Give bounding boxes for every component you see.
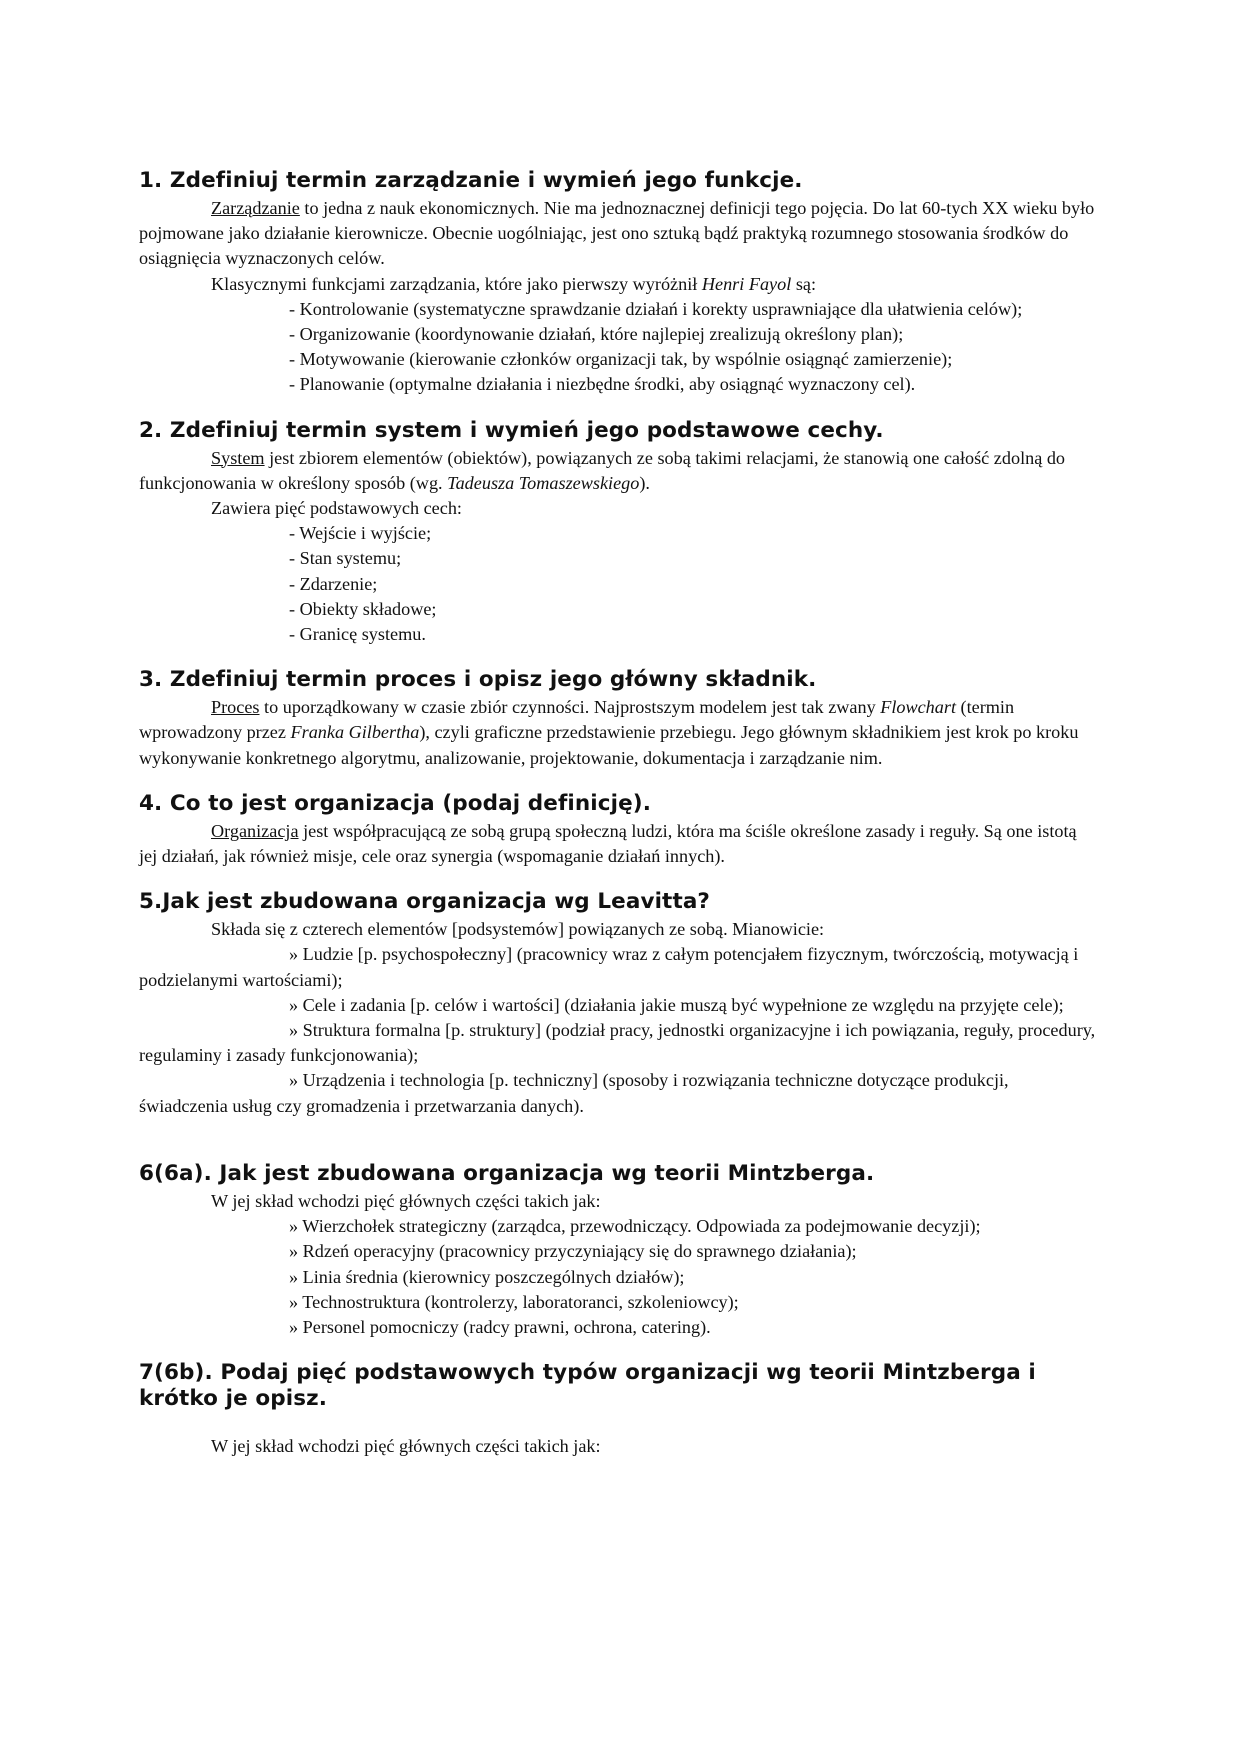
paragraph: Zarządzanie to jedna z nauk ekonomicznych. Nie ma jednoznacznej definicji tego pojęcia. Do lat 60-tych XX wieku było pojmowane jako działanie kierownicze. Obecnie uogólniając, jest ono sztuką bądź praktyką rozumnego stosowania środków do osiągnięcia wyznaczonych celów. [139,198,1095,269]
list-item: - Kontrolowanie (systematyczne sprawdzanie działań i korekty usprawniające dla ułatwienia celów); [289,298,1023,319]
document-content [139,168,1099,1459]
section-heading: 4. Co to jest organizacja (podaj definicję). [139,790,651,816]
paragraph: Składa się z czterech elementów [podsystemów] powiązanych ze sobą. Mianowicie: [211,919,825,940]
section-7 [139,1360,1099,1459]
paragraph: System jest zbiorem elementów (obiektów), powiązanych ze sobą takimi relacjami, że stanowią one całość zdolną do funkcjonowania w określony sposób (wg. Tadeusza Tomaszewskiego). [139,447,1066,493]
paragraph: W jej skład wchodzi pięć głównych części takich jak: [211,1436,601,1457]
section-heading: 1. Zdefiniuj termin zarządzanie i wymień jego funkcje. [139,168,803,193]
paragraph: W jej skład wchodzi pięć głównych części takich jak: [211,1190,601,1211]
section-6 [139,1161,1099,1340]
list-item: - Obiekty składowe; [289,598,437,619]
term: Proces [211,697,260,718]
list-item: » Technostruktura (kontrolerzy, laboratoranci, szkoleniowcy); [289,1291,739,1312]
section-2 [139,418,1099,648]
list-item: » Struktura formalna [p. struktury] (podział pracy, jednostki organizacyjne i ich powiązania, reguły, procedury, regulaminy i zasady funkcjonowania); [139,1020,1096,1066]
paragraph: Organizacja jest współpracującą ze sobą grupą społeczną ludzi, która ma ściśle określone zasady i reguły. Są one istotą jej działań, jak również misje, cele oraz synergia (wspomaganie działań innych). [139,820,1077,867]
list-item: - Planowanie (optymalne działania i niezbędne środki, aby osiągnąć wyznaczony cel). [289,374,916,395]
section-heading: 3. Zdefiniuj termin proces i opisz jego główny składnik. [139,667,817,693]
section-1 [139,168,1099,398]
list-item: - Granicę systemu. [289,624,426,645]
section-heading: 2. Zdefiniuj termin system i wymień jego podstawowe cechy. [139,417,884,443]
list-item: » Linia średnia (kierownicy poszczególnych działów); [289,1266,685,1287]
person-name: Tadeusza Tomaszewskiego [447,472,640,493]
section-4 [139,791,1099,869]
list-item: » Personel pomocniczy (radcy prawni, ochrona, catering). [289,1316,711,1337]
list-item: - Zdarzenie; [289,573,378,594]
section-heading: 7(6b). Podaj pięć podstawowych typów organizacji wg teorii Mintzberga i krótko je opisz. [139,1360,1036,1412]
list-item: » Ludzie [p. psychospołeczny] (pracownicy wraz z całym potencjałem fizycznym, twórczością, motywacją i podzielanymi wartościami); [139,944,1079,990]
paragraph: Klasycznymi funkcjami zarządzania, które jako pierwszy wyróżnił Henri Fayol są: [211,273,817,294]
person-name: Franka Gilbertha [290,722,420,743]
list-item: » Wierzchołek strategiczny (zarządca, przewodniczący. Odpowiada za podejmowanie decyzji); [289,1216,981,1237]
list-item: - Organizowanie (koordynowanie działań, które najlepiej zrealizują określony plan); [289,324,904,345]
paragraph: Zawiera pięć podstawowych cech: [211,498,462,519]
section-5 [139,889,1099,1119]
person-name: Henri Fayol [701,273,792,294]
section-heading: 6(6a). Jak jest zbudowana organizacja wg teorii Mintzberga. [139,1160,875,1186]
list-item: - Wejście i wyjście; [289,523,432,544]
list-item: » Cele i zadania [p. celów i wartości] (działania jakie muszą być wypełnione ze względu na przyjęte cele); [289,994,1064,1015]
term: Organizacja [211,820,299,841]
list-item: - Stan systemu; [289,548,402,569]
term: Zarządzanie [211,198,300,218]
paragraph: Proces to uporządkowany w czasie zbiór czynności. Najprostszym modelem jest tak zwany Flowchart (termin wprowadzony przez Franka Gilbertha), czyli graficzne przedstawienie przebiegu. Jego głównym składnikiem jest krok po kroku wykonywanie konkretnego algorytmu, analizowanie, projektowanie, dokumentacja i zarządzanie nim. [139,697,1079,768]
list-item: - Motywowanie (kierowanie członków organizacji tak, by wspólnie osiągnąć zamierzenie); [289,349,953,370]
section-heading: 5.Jak jest zbudowana organizacja wg Leavitta? [139,889,710,915]
list-item: » Rdzeń operacyjny (pracownicy przyczyniający się do sprawnego działania); [289,1241,857,1262]
list-item: » Urządzenia i technologia [p. techniczny] (sposoby i rozwiązania techniczne dotyczące produkcji, świadczenia usług czy gromadzenia i przetwarzania danych). [139,1070,1009,1116]
term: System [211,447,265,468]
term-italic: Flowchart [880,697,956,718]
section-3 [139,667,1099,771]
